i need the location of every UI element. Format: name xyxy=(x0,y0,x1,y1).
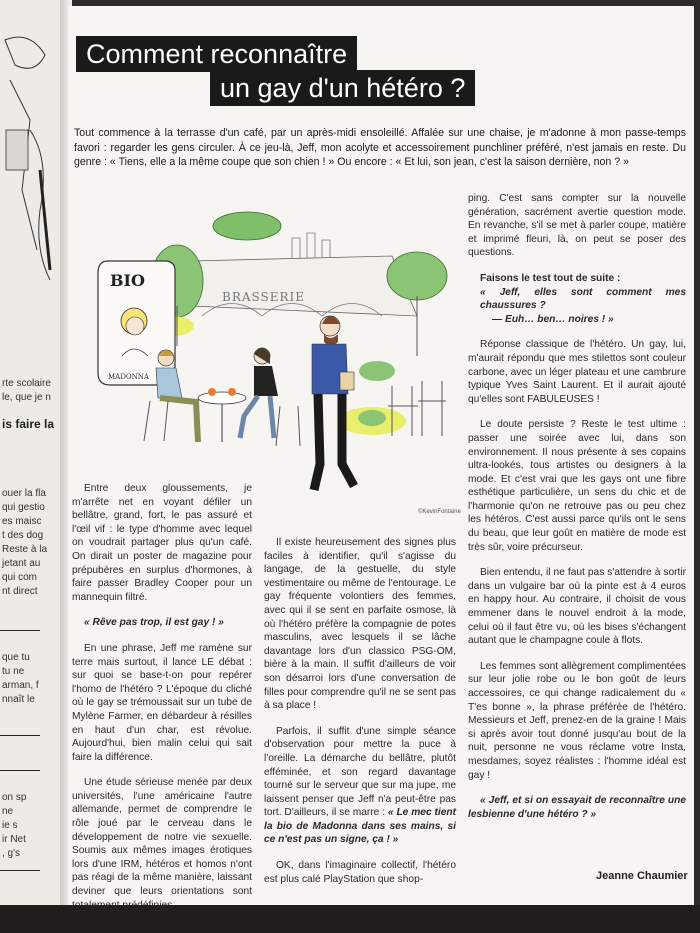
col2-quote: « Le mec tient la bio de Madonna dans ses mains, si ce n'est pas un signe, ça ! » xyxy=(264,807,456,846)
left-text-fragment: qui gestio xyxy=(2,502,45,513)
cafe-illustration xyxy=(72,186,464,516)
left-text-fragment: on sp xyxy=(2,792,27,803)
col3-paragraph: Les femmes sont allègrement complimentées sur leur jolie robe ou le bon goût de leurs accessoires, ce qui change radicalement du « T'es bonne », la phrase préférée de l'hétéro. Messieurs et Jeff, prenez-en de la graine ! Mais si après avoir tout donné jusqu'au bout de la nuit, personne ne vous réclame votre Insta, mesdames, soyez réalistes : l'homme idéal est gay ! xyxy=(468,660,686,781)
left-page-illustration xyxy=(0,20,64,350)
test-question: « Jeff, elles sont comment mes chaussures ? xyxy=(480,286,686,312)
col2-paragraph xyxy=(264,725,456,847)
bottom-shadow xyxy=(0,905,700,933)
col3-paragraph: ping. C'est sans compter sur la nouvelle génération, sacrément avertie question mode. En revanche, s'il se met à parler coupe, matière et imprimé fleuri, là, on peut se poser des questions. xyxy=(468,193,686,259)
col2-paragraph: OK, dans l'imaginaire collectif, l'hétéro est plus calé PlayStation que shop- xyxy=(264,860,456,885)
title-line-2: un gay d'un hétéro ? xyxy=(210,70,475,106)
col3-paragraph: Le doute persiste ? Reste le test ultime : passer une soirée avec lui, dans son environnement. Il nous présente à ses copains ultra-lookés, tous artistes ou designers à la mode. Et c'est vrai que les gays ont une fibre esthétique particulière, un sens du chic et de l'harmonie qu'on ne retrouve pas ou peu chez les hétéros. C'est aussi parce qu'ils ont le sens du beau, que leur goût en matière de mode est très sûr, voire précurseur. xyxy=(468,419,686,553)
left-text-fragment: que tu xyxy=(2,652,30,663)
left-text-fragment: jetant au xyxy=(2,558,41,569)
left-text-fragment: ir Net xyxy=(2,834,26,845)
left-text-fragment: nt direct xyxy=(2,586,38,597)
left-text-fragment: nnaît le xyxy=(2,694,35,705)
test-heading: Faisons le test tout de suite : xyxy=(480,272,621,284)
column-1 xyxy=(72,482,252,924)
left-page xyxy=(0,0,64,933)
column-3 xyxy=(468,192,686,833)
col1-quote: « Rêve pas trop, il est gay ! » xyxy=(84,617,224,629)
intro-paragraph: Tout commence à la terrasse d'un café, par un après-midi ensoleillé. Affalée sur une chaise, je m'adonne à mon passe-temps favori : regarder les gens circuler. À ce jeu-là, Jeff, mon acolyte et accessoirement punchliner préféré, n'est jamais en reste. Du genre : « Tiens, elle a la même coupe que son chien ! » Ou encore : « Et lui, son jean, c'est la saison dernière, non ? » xyxy=(74,127,686,168)
left-text-fragment: tu ne xyxy=(2,666,25,677)
left-text-fragment: is faire la xyxy=(2,417,55,431)
left-text-fragment: ie s xyxy=(2,820,18,831)
left-text-fragment: , g's xyxy=(2,848,21,859)
title-line-1: Comment reconnaître xyxy=(76,36,357,72)
col1-paragraph: Une étude sérieuse menée par deux universités, l'une américaine l'autre allemande, permet de comprendre le rôle joué par le cerveau dans le développement de notre vie sexuelle. Soumis aux mêmes images érotiques lors d'une IRM, hétéros et homos n'ont pas réagi de la même manière, laissant deviner que leurs orientations sont xyxy=(72,777,252,898)
left-text-fragment: rte scolaire xyxy=(2,378,51,389)
col3-paragraph: Réponse classique de l'hétéro. Un gay, lui, m'aurait répondu que mes stilettos sont couleur carbone, avec un léger plateau et une cambrure typique Yves Saint Laurent. Et il aurait ajouté qu'elles sont FABULEUSES ! xyxy=(468,339,686,405)
left-text-fragment: ne xyxy=(2,806,14,817)
brasserie-sign: BRASSERIE xyxy=(222,290,306,304)
closing-question: « Jeff, et si on essayait de reconnaître une lesbienne d'une hétéro ? » xyxy=(468,795,686,820)
left-text-fragment: ouer la fla xyxy=(2,488,46,499)
author-signature: Jeanne Chaumier xyxy=(596,870,688,882)
left-text-fragment: arman, f xyxy=(2,680,39,691)
column-2 xyxy=(264,536,456,898)
madonna-label: MADONNA xyxy=(108,373,149,381)
left-text-fragment: t des dog xyxy=(2,530,44,541)
bio-label: BIO xyxy=(110,271,145,290)
shoe-test xyxy=(480,272,686,326)
col1-paragraph: Entre deux gloussements, je m'arrête net en voyant défiler un bellâtre, grand, fort, le pas assuré et l'œil vif : le type d'homme avec lequel on voudrait partager plus qu'un café. On dirait un poster de magazine pour prépubères en surplus d'hormones, à faire passer Bradley Cooper pour un mannequin filtré. xyxy=(72,483,252,603)
col2-paragraph: Il existe heureusement des signes plus faciles à identifier, qu'il s'agisse du langage, de la gestuelle, du style vestimentaire ou même de l'entourage. Le gay fréquente volontiers des femmes, avec qui il se sent en parfaite osmose, là où l'hétéro préfère la compagnie de potes masculins, avec lesquels il se lâche davantage lors d'un classico PSG-OM, bière à la main. Il suffit d'ailleurs de voir son désarroi lors d'une conversation de filles pour comprendre qu'il ne se sent pas à sa place ! xyxy=(264,537,456,712)
left-text-fragment: qui com xyxy=(2,572,38,583)
left-text-fragment: es maisc xyxy=(2,516,42,527)
col3-paragraph: Bien entendu, il ne faut pas s'attendre à sortir dans un vulgaire bar où la pinte est à 4 euros en happy hour. Au contraire, il choisit de vous emmener dans le nouvel endroit à la mode, celui où il faut être vu, où les bises s'échangent autant que le champagne coule à flots. xyxy=(468,567,686,647)
col1-paragraph: En une phrase, Jeff me ramène sur terre mais surtout, il lance LE débat : sur quoi se base-t-on pour repérer l'homo de l'hétéro ? L'époque du cliché où le gay se trémoussait sur un tube de Mylène Farmer, en débardeur à résilles en haut d'un char, est révolue. Aujourd'hui, bien malin celui qui sait faire la différence. xyxy=(72,642,252,763)
magazine-page xyxy=(68,6,694,906)
test-answer: — Euh… ben… noires ! » xyxy=(492,313,614,325)
illustration-credit: ©KevinFontaine xyxy=(418,509,461,515)
col2-paragraph-lead: Parfois, il suffit d'une simple séance d'observation pour mettre la puce à l'oreille. La démarche du bellâtre, plutôt efféminée, et son regard davantage tourné sur le serveur que sur ma jupe, me laissent penser que Jeff n'a peut-être pas tort. D'ailleurs, il se marre : xyxy=(264,725,456,819)
left-text-fragment: le, que je n xyxy=(2,392,51,403)
left-text-fragment: Reste à la xyxy=(2,544,48,555)
